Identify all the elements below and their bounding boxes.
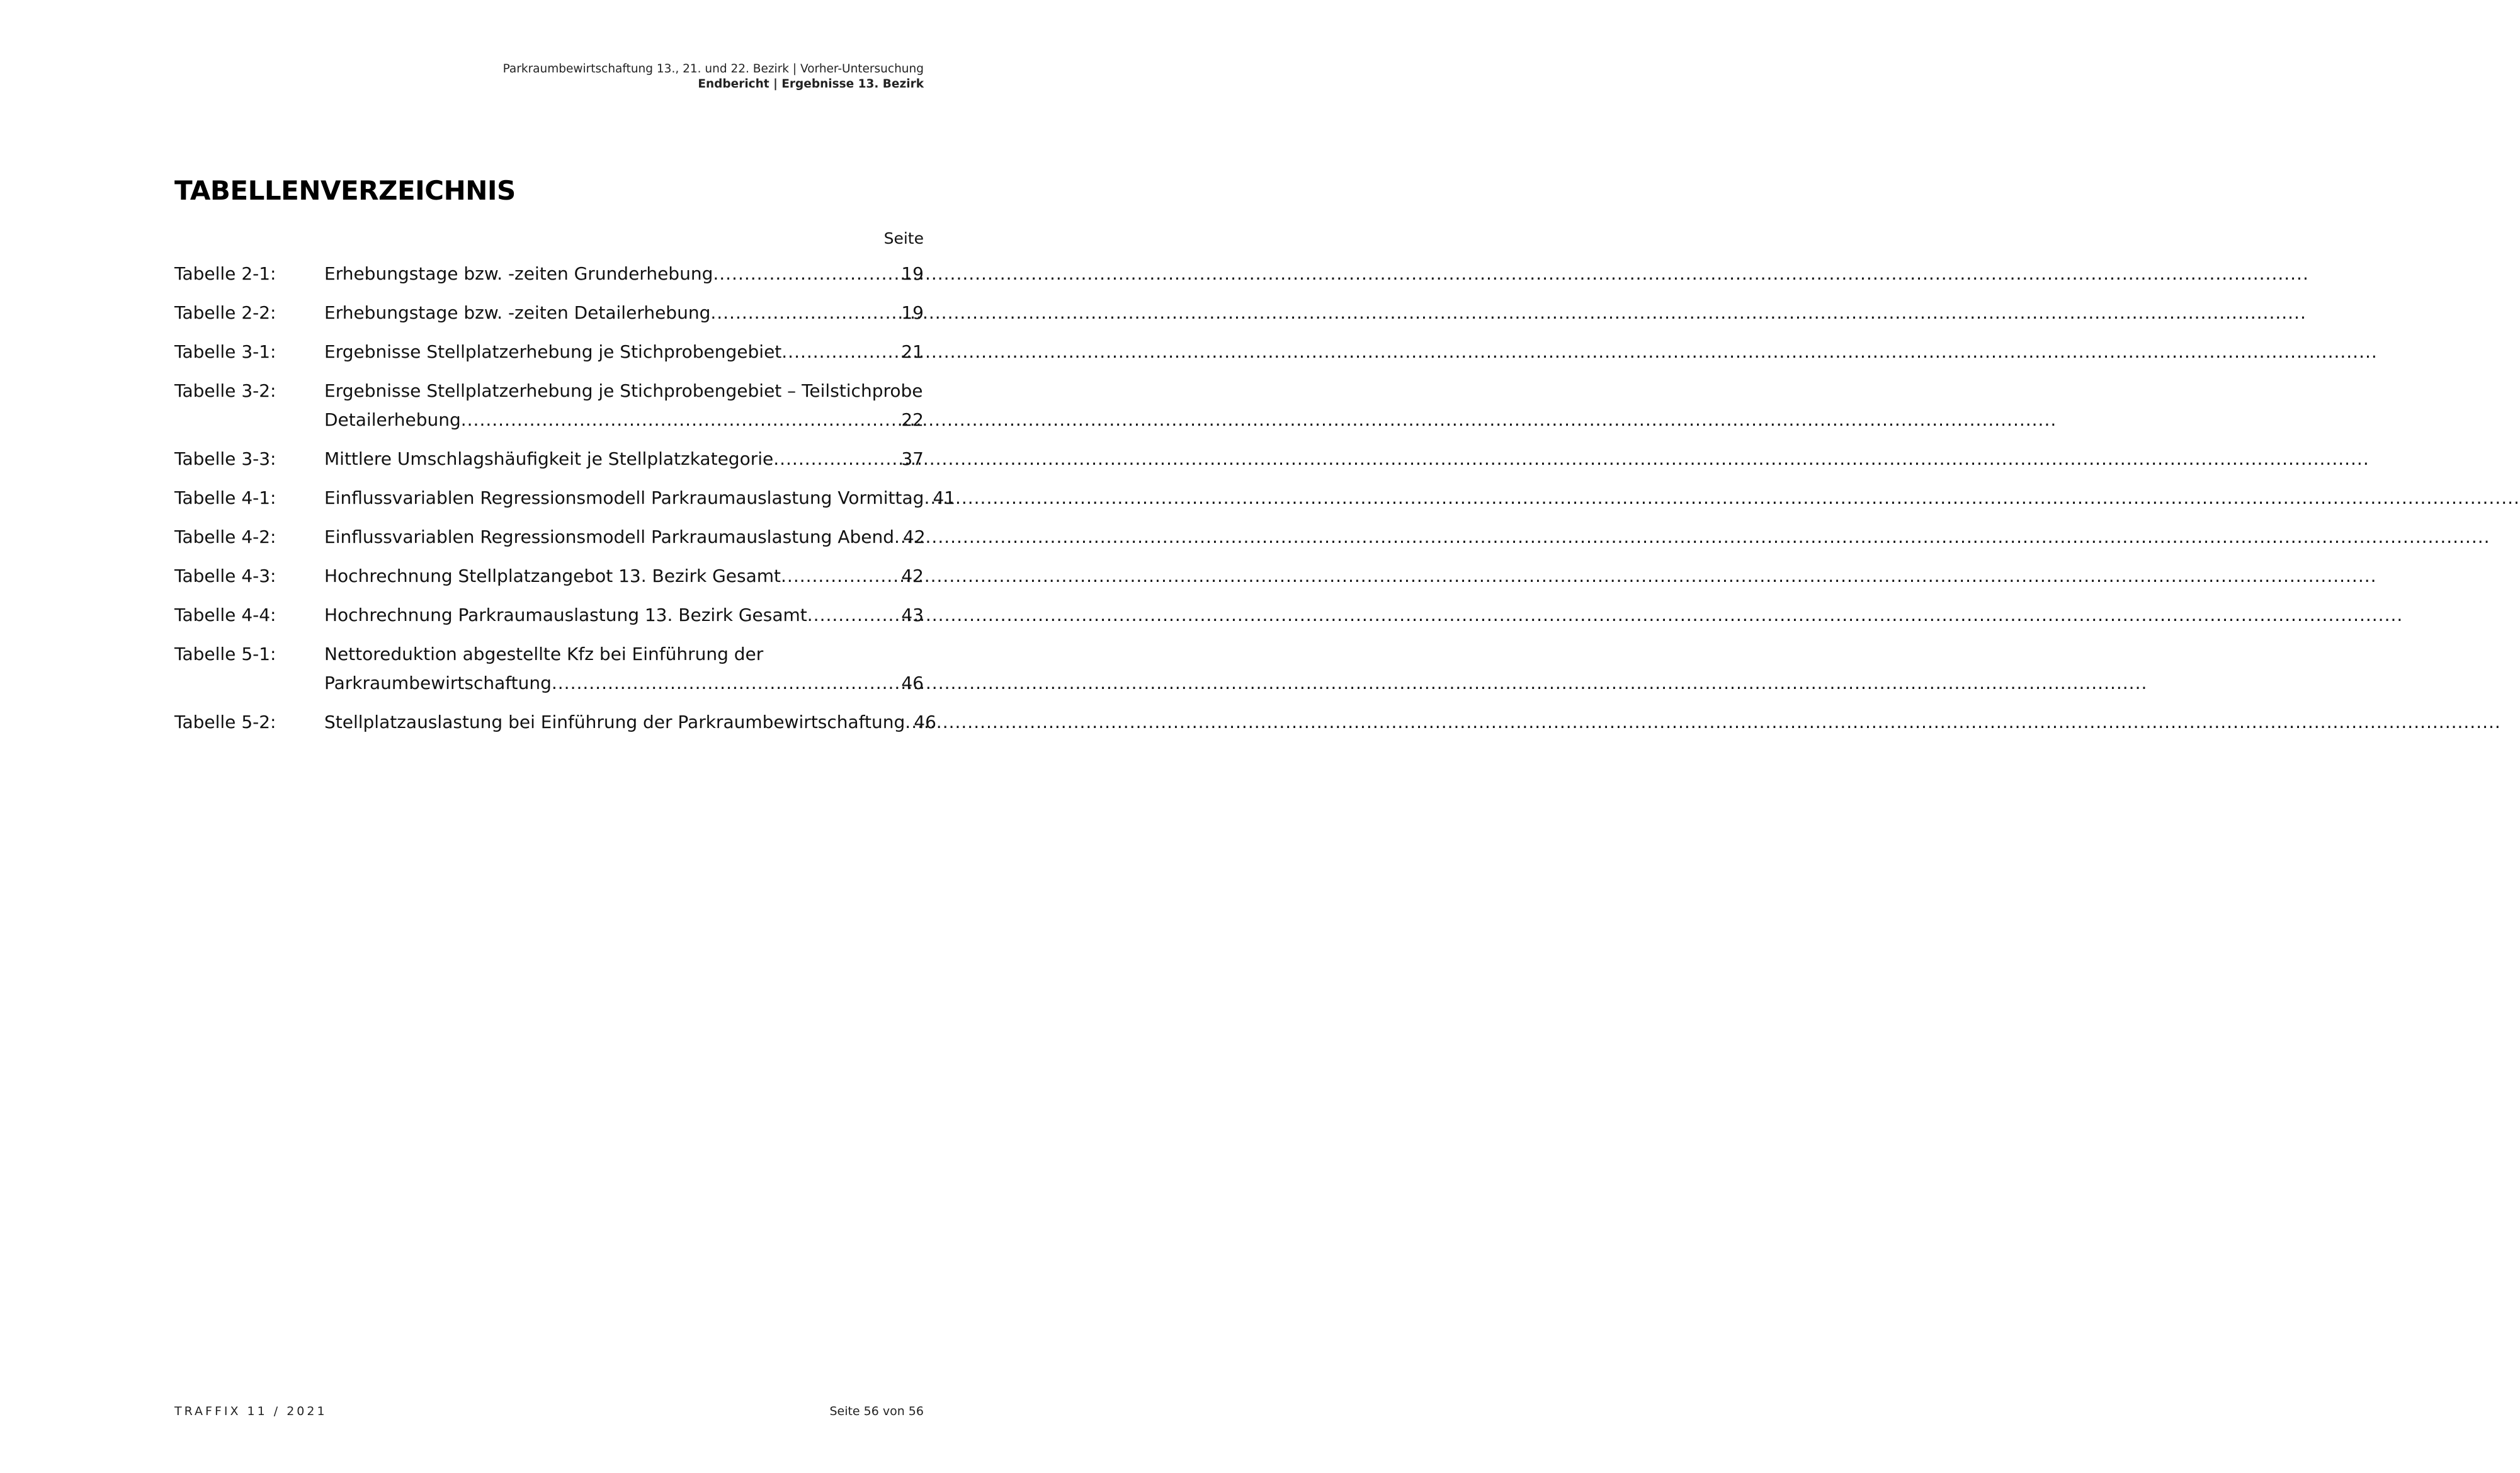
toc-entry-last-line bbox=[324, 601, 924, 630]
table-of-tables bbox=[174, 259, 956, 747]
toc-dot-leader bbox=[894, 523, 903, 552]
toc-entry-label: Tabelle 3-1: bbox=[174, 341, 276, 362]
toc-dot-leader bbox=[461, 406, 902, 435]
toc-entry-title-line: Stellplatzauslastung bei Einführung der Parkraumbewirtschaftung bbox=[324, 712, 905, 732]
toc-dot-leader bbox=[781, 562, 901, 591]
toc-dot-leader bbox=[710, 299, 901, 327]
toc-entry-label: Tabelle 2-1: bbox=[174, 263, 276, 284]
toc-entry-body bbox=[324, 484, 956, 513]
toc-entry[interactable] bbox=[174, 445, 924, 474]
toc-entry-label: Tabelle 4-3: bbox=[174, 566, 276, 586]
toc-entry-title-line: Hochrechnung Stellplatzangebot 13. Bezirk Gesamt bbox=[324, 566, 781, 586]
toc-entry-last-line bbox=[324, 523, 924, 552]
toc-entry-last-line bbox=[324, 484, 956, 513]
toc-entry[interactable] bbox=[174, 299, 924, 327]
toc-entry-body bbox=[324, 708, 936, 737]
toc-entry-page-number: 19 bbox=[901, 263, 924, 284]
toc-entry-title-line: Nettoreduktion abgestellte Kfz bei Einführung der bbox=[324, 644, 764, 664]
footer-company-date: TRAFFIX 11 / 2021 bbox=[174, 1404, 327, 1418]
toc-entry-last-line bbox=[324, 669, 924, 698]
toc-entry-body bbox=[324, 445, 924, 474]
toc-entry[interactable] bbox=[174, 377, 924, 435]
toc-entry-title-line: Erhebungstage bzw. -zeiten Detailerhebung bbox=[324, 302, 711, 323]
toc-entry[interactable] bbox=[174, 640, 924, 698]
toc-entry-last-line bbox=[324, 445, 924, 474]
toc-dot-leader bbox=[905, 708, 914, 737]
toc-entry-page-number: 42 bbox=[903, 526, 926, 547]
toc-entry-label: Tabelle 3-3: bbox=[174, 448, 276, 469]
toc-entry-body bbox=[324, 601, 924, 630]
toc-entry-last-line bbox=[324, 708, 936, 737]
toc-entry-last-line bbox=[324, 259, 924, 288]
toc-entry-page-number: 46 bbox=[914, 712, 936, 732]
toc-entry[interactable] bbox=[174, 523, 924, 552]
header-report-section: Endbericht | Ergebnisse 13. Bezirk bbox=[698, 77, 924, 91]
toc-entry-title-line: Ergebnisse Stellplatzerhebung je Stichprobengebiet bbox=[324, 341, 782, 362]
toc-entry-page-number: 41 bbox=[933, 487, 956, 508]
toc-entry-label: Tabelle 2-2: bbox=[174, 302, 276, 323]
toc-dot-leader bbox=[781, 338, 901, 367]
toc-entry-last-line bbox=[324, 299, 924, 327]
toc-entry-label: Tabelle 5-1: bbox=[174, 644, 276, 664]
toc-dot-leader bbox=[713, 259, 901, 288]
toc-entry-page-number: 21 bbox=[901, 341, 924, 362]
toc-entry-body bbox=[324, 338, 924, 367]
toc-entry-page-number: 19 bbox=[901, 302, 924, 323]
toc-entry-body bbox=[324, 523, 924, 552]
toc-entry-title-line: Mittlere Umschlagshäufigkeit je Stellplatzkategorie bbox=[324, 448, 774, 469]
toc-entry-page-number: 22 bbox=[901, 409, 924, 430]
toc-entry-title-line: Parkraumbewirtschaftung bbox=[324, 673, 552, 693]
toc-entry-page-number: 37 bbox=[901, 448, 924, 469]
page-column-label: Seite bbox=[883, 229, 924, 247]
toc-entry-label: Tabelle 3-2: bbox=[174, 380, 276, 401]
toc-entry-page-number: 46 bbox=[901, 673, 924, 693]
toc-entry-title-line: Einflussvariablen Regressionsmodell Parkraumauslastung Abend bbox=[324, 526, 895, 547]
page-title: TABELLENVERZEICHNIS bbox=[174, 175, 516, 206]
header-project-title: Parkraumbewirtschaftung 13., 21. und 22. Bezirk | Vorher-Untersuchung bbox=[502, 62, 924, 76]
toc-entry-body bbox=[324, 259, 924, 288]
toc-dot-leader bbox=[773, 445, 901, 474]
page-header bbox=[503, 62, 924, 92]
toc-entry-last-line bbox=[324, 406, 924, 435]
toc-entry[interactable] bbox=[174, 708, 936, 737]
toc-entry[interactable] bbox=[174, 338, 924, 367]
toc-entry-body bbox=[324, 640, 924, 698]
toc-entry-title-line: Detailerhebung bbox=[324, 409, 461, 430]
toc-entry-last-line bbox=[324, 338, 924, 367]
toc-entry-label: Tabelle 4-1: bbox=[174, 487, 276, 508]
toc-entry-title-line: Hochrechnung Parkraumauslastung 13. Bezirk Gesamt bbox=[324, 605, 807, 625]
toc-dot-leader bbox=[552, 669, 901, 698]
toc-entry-title-line: Erhebungstage bzw. -zeiten Grunderhebung bbox=[324, 263, 713, 284]
toc-entry-last-line bbox=[324, 562, 924, 591]
toc-entry[interactable] bbox=[174, 259, 924, 288]
toc-entry-label: Tabelle 5-2: bbox=[174, 712, 276, 732]
toc-entry-page-number: 42 bbox=[901, 566, 924, 586]
toc-entry-title-line: Ergebnisse Stellplatzerhebung je Stichprobengebiet – Teilstichprobe bbox=[324, 380, 923, 401]
toc-dot-leader bbox=[924, 484, 933, 513]
toc-entry-label: Tabelle 4-2: bbox=[174, 526, 276, 547]
toc-entry-page-number: 43 bbox=[901, 605, 924, 625]
toc-entry[interactable] bbox=[174, 484, 956, 513]
toc-dot-leader bbox=[807, 601, 902, 630]
toc-entry[interactable] bbox=[174, 562, 924, 591]
toc-entry-label: Tabelle 4-4: bbox=[174, 605, 276, 625]
footer-page-number: Seite 56 von 56 bbox=[829, 1404, 924, 1418]
toc-entry-title-line: Einflussvariablen Regressionsmodell Parkraumauslastung Vormittag bbox=[324, 487, 924, 508]
toc-entry-body bbox=[324, 299, 924, 327]
toc-entry-body bbox=[324, 377, 924, 435]
toc-entry[interactable] bbox=[174, 601, 924, 630]
toc-entry-body bbox=[324, 562, 924, 591]
